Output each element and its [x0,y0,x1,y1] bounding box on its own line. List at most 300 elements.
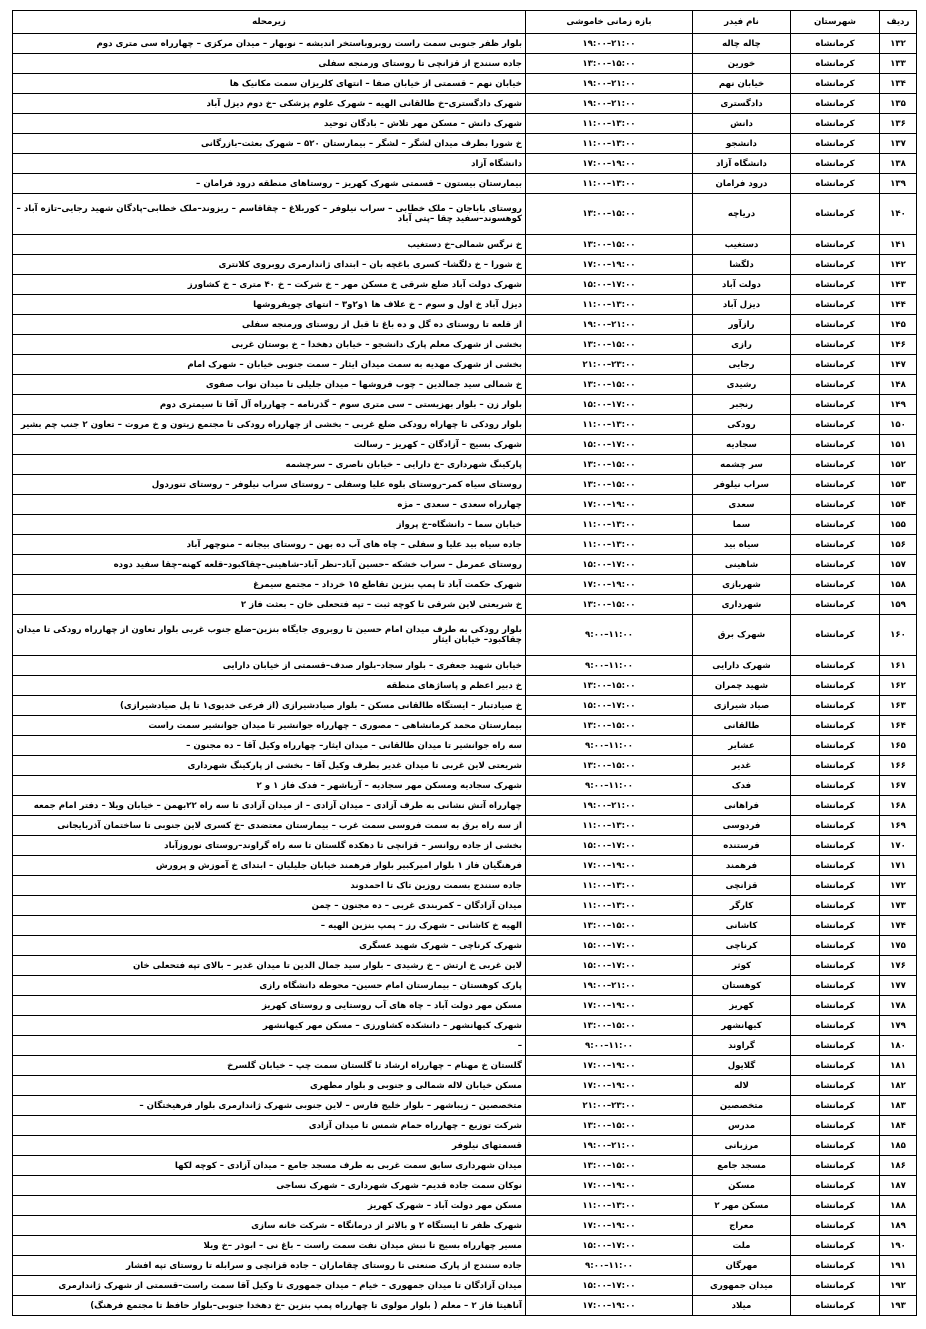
area-cell: شهرک کرناچی – شهرک شهید عسگری [13,936,526,956]
county-cell: کرمانشاه [791,736,880,756]
area-cell: الهیه خ کاشانی – شهرک رز – پمپ بنزین الهیه – [13,916,526,936]
feeder-cell: قزانچی [693,876,791,896]
area-cell: چهارراه آتش نشانی به طرف آزادی – میدان آزادی – از میدان آزادی تا سه راه ۲۲بهمن – خیابان ویلا – دفتر امام جمعه [13,796,526,816]
area-cell: شهرک ظفر تا ایستگاه ۲ و بالاتر از درمانگاه – شرکت خانه سازی [13,1216,526,1236]
area-cell: سه راه جوانشیر تا میدان طالقانی – میدان ایثار– چهارراه وکیل آقا – ده مجنون – [13,736,526,756]
feeder-cell: فرستنده [693,836,791,856]
area-cell: شهرک حکمت آباد تا پمپ بنزین تقاطع ۱۵ خرداد – مجتمع سیمرغ [13,575,526,595]
feeder-cell: دلگشا [693,255,791,275]
county-cell: کرمانشاه [791,1176,880,1196]
table-row [13,535,917,555]
row-number-cell: ۱۳۴ [880,74,917,94]
area-cell: مسکن مهر دولت آباد – چاه های آب روستایی و روستای کهریز [13,996,526,1016]
time-range-cell: ۱۵:۰۰–۱۷:۰۰ [526,435,693,455]
area-cell: شهرک دانش – مسکن مهر تلاش – بادگان توحید [13,114,526,134]
row-number-cell: ۱۶۳ [880,696,917,716]
feeder-cell: مهرگان [693,1256,791,1276]
county-cell: کرمانشاه [791,1276,880,1296]
feeder-cell: شهرک دارایی [693,656,791,676]
time-range-cell: ۱۷:۰۰–۱۹:۰۰ [526,856,693,876]
feeder-cell: سر چشمه [693,455,791,475]
row-number-cell: ۱۷۹ [880,1016,917,1036]
table-row [13,134,917,154]
feeder-cell: کوهستان [693,976,791,996]
county-cell: کرمانشاه [791,355,880,375]
area-cell: جاده سیاه بید علیا و سفلی – چاه های آب ده بهن – روستای بیجانه – منوچهر آباد [13,535,526,555]
table-row [13,54,917,74]
row-number-cell: ۱۴۷ [880,355,917,375]
table-row [13,74,917,94]
table-row [13,696,917,716]
county-cell: کرمانشاه [791,255,880,275]
area-cell: – [13,1036,526,1056]
row-number-cell: ۱۸۰ [880,1036,917,1056]
header-time: بازه زمانی خاموشی [526,11,693,34]
feeder-cell: سراب نیلوفر [693,475,791,495]
table-row [13,976,917,996]
area-cell: خ نرگس شمالی–خ دستغیب [13,235,526,255]
row-number-cell: ۱۸۴ [880,1116,917,1136]
feeder-cell: دستغیب [693,235,791,255]
row-number-cell: ۱۳۶ [880,114,917,134]
time-range-cell: ۱۵:۰۰–۱۷:۰۰ [526,1236,693,1256]
time-range-cell: ۱۳:۰۰–۱۵:۰۰ [526,1016,693,1036]
row-number-cell: ۱۴۸ [880,375,917,395]
feeder-cell: فردوسی [693,816,791,836]
county-cell: کرمانشاه [791,1156,880,1176]
row-number-cell: ۱۸۷ [880,1176,917,1196]
table-row [13,174,917,194]
feeder-cell: دیزل آباد [693,295,791,315]
table-row [13,1096,917,1116]
row-number-cell: ۱۳۳ [880,54,917,74]
table-row [13,475,917,495]
table-row [13,756,917,776]
row-number-cell: ۱۷۶ [880,956,917,976]
county-cell: کرمانشاه [791,876,880,896]
table-row [13,1196,917,1216]
county-cell: کرمانشاه [791,1116,880,1136]
time-range-cell: ۹:۰۰–۱۱:۰۰ [526,1256,693,1276]
county-cell: کرمانشاه [791,1236,880,1256]
table-row [13,676,917,696]
table-row [13,515,917,535]
feeder-cell: سما [693,515,791,535]
table-row [13,1076,917,1096]
row-number-cell: ۱۳۹ [880,174,917,194]
row-number-cell: ۱۶۲ [880,676,917,696]
time-range-cell: ۹:۰۰–۱۱:۰۰ [526,776,693,796]
table-row [13,996,917,1016]
time-range-cell: ۱۷:۰۰–۱۹:۰۰ [526,255,693,275]
area-cell: مسیر چهارراه بسیج تا نبش میدان نفت سمت راست – باغ نی – ابوذر –خ ویلا [13,1236,526,1256]
table-row [13,1156,917,1176]
feeder-cell: میلاد [693,1296,791,1316]
area-cell: مسکن خیابان لاله شمالی و جنوبی و بلوار مطهری [13,1076,526,1096]
time-range-cell: ۱۳:۰۰–۱۵:۰۰ [526,756,693,776]
time-range-cell: ۱۱:۰۰–۱۳:۰۰ [526,295,693,315]
time-range-cell: ۱۳:۰۰–۱۵:۰۰ [526,1156,693,1176]
time-range-cell: ۱۱:۰۰–۱۳:۰۰ [526,415,693,435]
area-cell: لاین غربی خ ارتش – خ رشیدی – بلوار سید جمال الدین تا میدان غدیر – بالای تپه فتحعلی خان [13,956,526,976]
time-range-cell: ۱۱:۰۰–۱۳:۰۰ [526,816,693,836]
row-number-cell: ۱۴۶ [880,335,917,355]
county-cell: کرمانشاه [791,595,880,615]
row-number-cell: ۱۸۸ [880,1196,917,1216]
row-number-cell: ۱۵۴ [880,495,917,515]
time-range-cell: ۱۳:۰۰–۱۵:۰۰ [526,595,693,615]
table-row [13,435,917,455]
time-range-cell: ۱۷:۰۰–۱۹:۰۰ [526,1076,693,1096]
county-cell: کرمانشاه [791,1096,880,1116]
time-range-cell: ۲۱:۰۰–۲۳:۰۰ [526,355,693,375]
county-cell: کرمانشاه [791,1036,880,1056]
table-row [13,94,917,114]
time-range-cell: ۱۷:۰۰–۱۹:۰۰ [526,996,693,1016]
time-range-cell: ۱۱:۰۰–۱۳:۰۰ [526,876,693,896]
area-cell: شهرک کیهانشهر – دانشکده کشاورزی – مسکن مهر کیهانشهر [13,1016,526,1036]
time-range-cell: ۲۱:۰۰–۲۳:۰۰ [526,1096,693,1116]
area-cell: خ دبیر اعظم و پاساژهای منطقه [13,676,526,696]
time-range-cell: ۱۱:۰۰–۱۳:۰۰ [526,134,693,154]
time-range-cell: ۱۷:۰۰–۱۹:۰۰ [526,154,693,174]
table-row [13,1136,917,1156]
time-range-cell: ۱۳:۰۰–۱۵:۰۰ [526,54,693,74]
area-cell: خیابان شهید جعفری – بلوار سجاد–بلوار صدف–قسمتی از خیابان دارایی [13,656,526,676]
feeder-cell: رشیدی [693,375,791,395]
time-range-cell: ۱۵:۰۰–۱۷:۰۰ [526,956,693,976]
county-cell: کرمانشاه [791,455,880,475]
row-number-cell: ۱۷۵ [880,936,917,956]
table-row [13,1236,917,1256]
row-number-cell: ۱۴۳ [880,275,917,295]
area-cell: بخشی از جاده روانسر – قزانچی تا دهکده گلستان تا سه راه گراوند–روستای نوروزآباد [13,836,526,856]
time-range-cell: ۱۷:۰۰–۱۹:۰۰ [526,1296,693,1316]
time-range-cell: ۱۹:۰۰–۲۱:۰۰ [526,74,693,94]
area-cell: روستای باباجان – ملک خطابی – سراب نیلوفر – کوربلاغ – چقاقاسم – ریزوند–ملک خطابی–پادگان شهید رجایی–تازه آباد – کوهسوند–سفید چقا –پتی آباد [13,194,526,235]
area-cell: خ شورا – خ دلگشا– کسری باغچه بان – ابتدای ژاندارمری روبروی کلانتری [13,255,526,275]
county-cell: کرمانشاه [791,776,880,796]
time-range-cell: ۱۳:۰۰–۱۵:۰۰ [526,1116,693,1136]
feeder-cell: سجادیه [693,435,791,455]
area-cell: دانشگاه آزاد [13,154,526,174]
row-number-cell: ۱۸۱ [880,1056,917,1076]
area-cell: از قلعه تا روستای ده گل و ده باغ تا قبل از روستای ورمنجه سفلی [13,315,526,335]
row-number-cell: ۱۵۳ [880,475,917,495]
county-cell: کرمانشاه [791,696,880,716]
feeder-cell: درود فرامان [693,174,791,194]
area-cell: شهرک بسیج – آزادگان – کهریز – رسالت [13,435,526,455]
area-cell: پارک کوهستان – بیمارستان امام حسین– محوطه دانشگاه رازی [13,976,526,996]
area-cell: نوکان سمت جاده قدیم– شهرک شهرداری – شهرک نساجی [13,1176,526,1196]
feeder-cell: کرناچی [693,936,791,956]
county-cell: کرمانشاه [791,936,880,956]
time-range-cell: ۱۱:۰۰–۱۳:۰۰ [526,1196,693,1216]
time-range-cell: ۱۳:۰۰–۱۵:۰۰ [526,916,693,936]
header-county: شهرستان [791,11,880,34]
county-cell: کرمانشاه [791,976,880,996]
table-row [13,575,917,595]
row-number-cell: ۱۵۹ [880,595,917,615]
table-row [13,315,917,335]
time-range-cell: ۱۹:۰۰–۲۱:۰۰ [526,315,693,335]
county-cell: کرمانشاه [791,1216,880,1236]
table-row [13,936,917,956]
county-cell: کرمانشاه [791,154,880,174]
time-range-cell: ۱۳:۰۰–۱۵:۰۰ [526,676,693,696]
area-cell: خ شورا بطرف میدان لشگر – لشگر – بیمارستان ۵۲۰ – شهرک بعثت–بازرگانی [13,134,526,154]
row-number-cell: ۱۶۰ [880,615,917,656]
table-row [13,595,917,615]
feeder-cell: شهرداری [693,595,791,615]
feeder-cell: شاهینی [693,555,791,575]
time-range-cell: ۱۵:۰۰–۱۷:۰۰ [526,836,693,856]
row-number-cell: ۱۷۰ [880,836,917,856]
row-number-cell: ۱۳۷ [880,134,917,154]
table-row [13,495,917,515]
row-number-cell: ۱۷۴ [880,916,917,936]
county-cell: کرمانشاه [791,34,880,54]
table-row [13,415,917,435]
feeder-cell: رودکی [693,415,791,435]
county-cell: کرمانشاه [791,1296,880,1316]
county-cell: کرمانشاه [791,1196,880,1216]
table-row [13,1116,917,1136]
time-range-cell: ۱۵:۰۰–۱۷:۰۰ [526,555,693,575]
feeder-cell: کیهانشهر [693,1016,791,1036]
county-cell: کرمانشاه [791,1016,880,1036]
feeder-cell: مرزبانی [693,1136,791,1156]
row-number-cell: ۱۷۱ [880,856,917,876]
area-cell: شرکت توزیع – چهارراه حمام شمس تا میدان آزادی [13,1116,526,1136]
county-cell: کرمانشاه [791,555,880,575]
time-range-cell: ۱۵:۰۰–۱۷:۰۰ [526,395,693,415]
county-cell: کرمانشاه [791,315,880,335]
table-row [13,255,917,275]
area-cell: بخشی از شهرک مهدیه به سمت میدان ایثار – سمت جنوبی خیابان – شهرک امام [13,355,526,375]
feeder-cell: شهید چمران [693,676,791,696]
row-number-cell: ۱۸۲ [880,1076,917,1096]
feeder-cell: ملت [693,1236,791,1256]
feeder-cell: خورین [693,54,791,74]
area-cell: روستای عمرمل – سراب خشکه –حسین آباد–نظر آباد–شاهینی–چقاکبود–قلعه کهنه–چقا سفید دوده [13,555,526,575]
feeder-cell: دادگستری [693,94,791,114]
time-range-cell: ۱۱:۰۰–۱۳:۰۰ [526,896,693,916]
area-cell: روستای سیاه کمر–روستای بلوه علیا وسفلی – روستای سراب نیلوفر – روستای تنوردول [13,475,526,495]
row-number-cell: ۱۹۳ [880,1296,917,1316]
row-number-cell: ۱۷۳ [880,896,917,916]
feeder-cell: شهربازی [693,575,791,595]
table-row [13,154,917,174]
time-range-cell: ۱۹:۰۰–۲۱:۰۰ [526,1136,693,1156]
row-number-cell: ۱۷۸ [880,996,917,1016]
time-range-cell: ۱۳:۰۰–۱۵:۰۰ [526,475,693,495]
area-cell: بیمارستان محمد کرمانشاهی – مصوری – چهارراه جوانشیر تا میدان جوانشیر سمت راست [13,716,526,736]
area-cell: بیمارستان بیستون – قسمتی شهرک کهریز – روستاهای منطقه درود فرامان – [13,174,526,194]
feeder-cell: دانش [693,114,791,134]
time-range-cell: ۹:۰۰–۱۱:۰۰ [526,736,693,756]
county-cell: کرمانشاه [791,495,880,515]
area-cell: شریعتی لاین غربی تا میدان غدیر بطرف وکیل آقا – بخشی از پارکینگ شهرداری [13,756,526,776]
area-cell: چهارراه سعدی – سعدی – مژه [13,495,526,515]
time-range-cell: ۱۹:۰۰–۲۱:۰۰ [526,34,693,54]
county-cell: کرمانشاه [791,956,880,976]
table-row [13,816,917,836]
time-range-cell: ۱۳:۰۰–۱۵:۰۰ [526,716,693,736]
feeder-cell: فرهمند [693,856,791,876]
time-range-cell: ۱۱:۰۰–۱۳:۰۰ [526,174,693,194]
feeder-cell: میدان جمهوری [693,1276,791,1296]
area-cell: پارکینگ شهرداری –خ دارایی – خیابان ناصری – سرچشمه [13,455,526,475]
county-cell: کرمانشاه [791,435,880,455]
table-row [13,235,917,255]
county-cell: کرمانشاه [791,375,880,395]
table-row [13,956,917,976]
table-row [13,395,917,415]
time-range-cell: ۱۷:۰۰–۱۹:۰۰ [526,1216,693,1236]
table-row [13,716,917,736]
feeder-cell: رازی [693,335,791,355]
feeder-cell: گراوند [693,1036,791,1056]
header-area: زیرمحله [13,11,526,34]
feeder-cell: فراهانی [693,796,791,816]
row-number-cell: ۱۴۵ [880,315,917,335]
area-cell: بلوار رودکی تا چهاراه رودکی ضلع غربی – بخشی از چهارراه رودکی تا مجتمع زیتون و خ مروت – تعاون ۲ جنب چم بشیر [13,415,526,435]
feeder-cell: مسکن مهر ۲ [693,1196,791,1216]
area-cell: خ شریعتی لاین شرقی تا کوچه ثبت – تپه فتحعلی خان – بعثت فاز ۲ [13,595,526,615]
table-row [13,896,917,916]
row-number-cell: ۱۸۶ [880,1156,917,1176]
time-range-cell: ۹:۰۰–۱۱:۰۰ [526,1036,693,1056]
county-cell: کرمانشاه [791,656,880,676]
feeder-cell: غدیر [693,756,791,776]
county-cell: کرمانشاه [791,94,880,114]
table-row [13,1036,917,1056]
time-range-cell: ۱۳:۰۰–۱۵:۰۰ [526,335,693,355]
time-range-cell: ۱۳:۰۰–۱۵:۰۰ [526,375,693,395]
area-cell: جاده سنندج از پارک صنعتی تا روستای چقاماران – جاده قزانچی و سرابله تا روستای تپه افشار [13,1256,526,1276]
area-cell: دیزل آباد خ اول و سوم – خ علاف ها ۱و۲و۳ – انتهای چویفروشها [13,295,526,315]
county-cell: کرمانشاه [791,415,880,435]
feeder-cell: کوثر [693,956,791,976]
area-cell: شهرک دادگستری–خ طالقانی الهیه – شهرک علوم پزشکی –خ دوم دیزل آباد [13,94,526,114]
county-cell: کرمانشاه [791,395,880,415]
county-cell: کرمانشاه [791,1056,880,1076]
feeder-cell: مدرس [693,1116,791,1136]
feeder-cell: رازآور [693,315,791,335]
county-cell: کرمانشاه [791,716,880,736]
feeder-cell: عشایر [693,736,791,756]
feeder-cell: خیابان نهم [693,74,791,94]
table-row [13,355,917,375]
county-cell: کرمانشاه [791,295,880,315]
area-cell: خ صیادتبار – ایستگاه طالقانی مسکن – بلوار صیادشیرازی (از فرعی خدیوی۱ تا پل صیادشیرازی) [13,696,526,716]
area-cell: میدان آزادگان تا میدان جمهوری – خیام – میدان جمهوری تا وکیل آقا سمت راست–قسمتی از شهرک ژاندارمری [13,1276,526,1296]
time-range-cell: ۱۵:۰۰–۱۷:۰۰ [526,1276,693,1296]
area-cell: بلوار رودکی به طرف میدان امام حسین تا روبروی جایگاه بنزین–ضلع جنوب غربی بلوار تعاون از چهارراه رودکی تا میدان چقاکبود– خیابان ایثار [13,615,526,656]
area-cell: میدان آزادگان – کمربندی غربی – ده مجنون – چمن [13,896,526,916]
table-row [13,555,917,575]
table-row [13,916,917,936]
county-cell: کرمانشاه [791,615,880,656]
area-cell: میدان شهرداری سابق سمت غربی به طرف مسجد جامع – میدان آزادی – کوچه لکها [13,1156,526,1176]
row-number-cell: ۱۴۲ [880,255,917,275]
county-cell: کرمانشاه [791,515,880,535]
table-row [13,796,917,816]
table-row [13,1276,917,1296]
row-number-cell: ۱۵۸ [880,575,917,595]
time-range-cell: ۱۹:۰۰–۲۱:۰۰ [526,94,693,114]
row-number-cell: ۱۶۱ [880,656,917,676]
row-number-cell: ۱۵۷ [880,555,917,575]
row-number-cell: ۱۴۱ [880,235,917,255]
table-row [13,375,917,395]
area-cell: مسکن مهر دولت آباد – شهرک کهریز [13,1196,526,1216]
row-number-cell: ۱۶۷ [880,776,917,796]
table-row [13,114,917,134]
table-row [13,275,917,295]
feeder-cell: طالقانی [693,716,791,736]
county-cell: کرمانشاه [791,475,880,495]
outage-schedule-sheet [12,10,916,1316]
area-cell: متخصصین – زیباشهر – بلوار خلیج فارس – لاین جنوبی شهرک ژاندارمری بلوار فرهیختگان – [13,1096,526,1116]
county-cell: کرمانشاه [791,54,880,74]
table-row [13,194,917,235]
feeder-cell: متخصصین [693,1096,791,1116]
row-number-cell: ۱۳۲ [880,34,917,54]
table-row [13,776,917,796]
county-cell: کرمانشاه [791,335,880,355]
feeder-cell: دریاچه [693,194,791,235]
time-range-cell: ۱۹:۰۰–۲۱:۰۰ [526,976,693,996]
row-number-cell: ۱۸۳ [880,1096,917,1116]
row-number-cell: ۱۴۹ [880,395,917,415]
time-range-cell: ۹:۰۰–۱۱:۰۰ [526,656,693,676]
row-number-cell: ۱۵۲ [880,455,917,475]
row-number-cell: ۱۳۸ [880,154,917,174]
feeder-cell: دانشجو [693,134,791,154]
feeder-cell: لاله [693,1076,791,1096]
row-number-cell: ۱۹۱ [880,1256,917,1276]
county-cell: کرمانشاه [791,134,880,154]
table-row [13,1176,917,1196]
row-number-cell: ۱۹۰ [880,1236,917,1256]
feeder-cell: کاشانی [693,916,791,936]
feeder-cell: شهرک برق [693,615,791,656]
county-cell: کرمانشاه [791,816,880,836]
county-cell: کرمانشاه [791,856,880,876]
county-cell: کرمانشاه [791,1136,880,1156]
time-range-cell: ۱۱:۰۰–۱۳:۰۰ [526,515,693,535]
row-number-cell: ۱۶۹ [880,816,917,836]
feeder-cell: کارگر [693,896,791,916]
feeder-cell: مسکن [693,1176,791,1196]
county-cell: کرمانشاه [791,575,880,595]
header-row [13,11,917,34]
row-number-cell: ۱۸۵ [880,1136,917,1156]
row-number-cell: ۱۹۲ [880,1276,917,1296]
row-number-cell: ۱۶۶ [880,756,917,776]
table-body [13,34,917,1316]
feeder-cell: مسجد جامع [693,1156,791,1176]
time-range-cell: ۱۱:۰۰–۱۳:۰۰ [526,535,693,555]
table-row [13,615,917,656]
area-cell: شهرک دولت آباد ضلع شرقی خ مسکن مهر – خ شرکت – خ ۴۰ متری – خ کشاورز [13,275,526,295]
area-cell: بخشی از شهرک معلم پارک دانشجو – خیابان دهخدا – خ بوستان غربی [13,335,526,355]
feeder-cell: رجایی [693,355,791,375]
time-range-cell: ۹:۰۰–۱۱:۰۰ [526,615,693,656]
header-row-number: ردیف [880,11,917,34]
